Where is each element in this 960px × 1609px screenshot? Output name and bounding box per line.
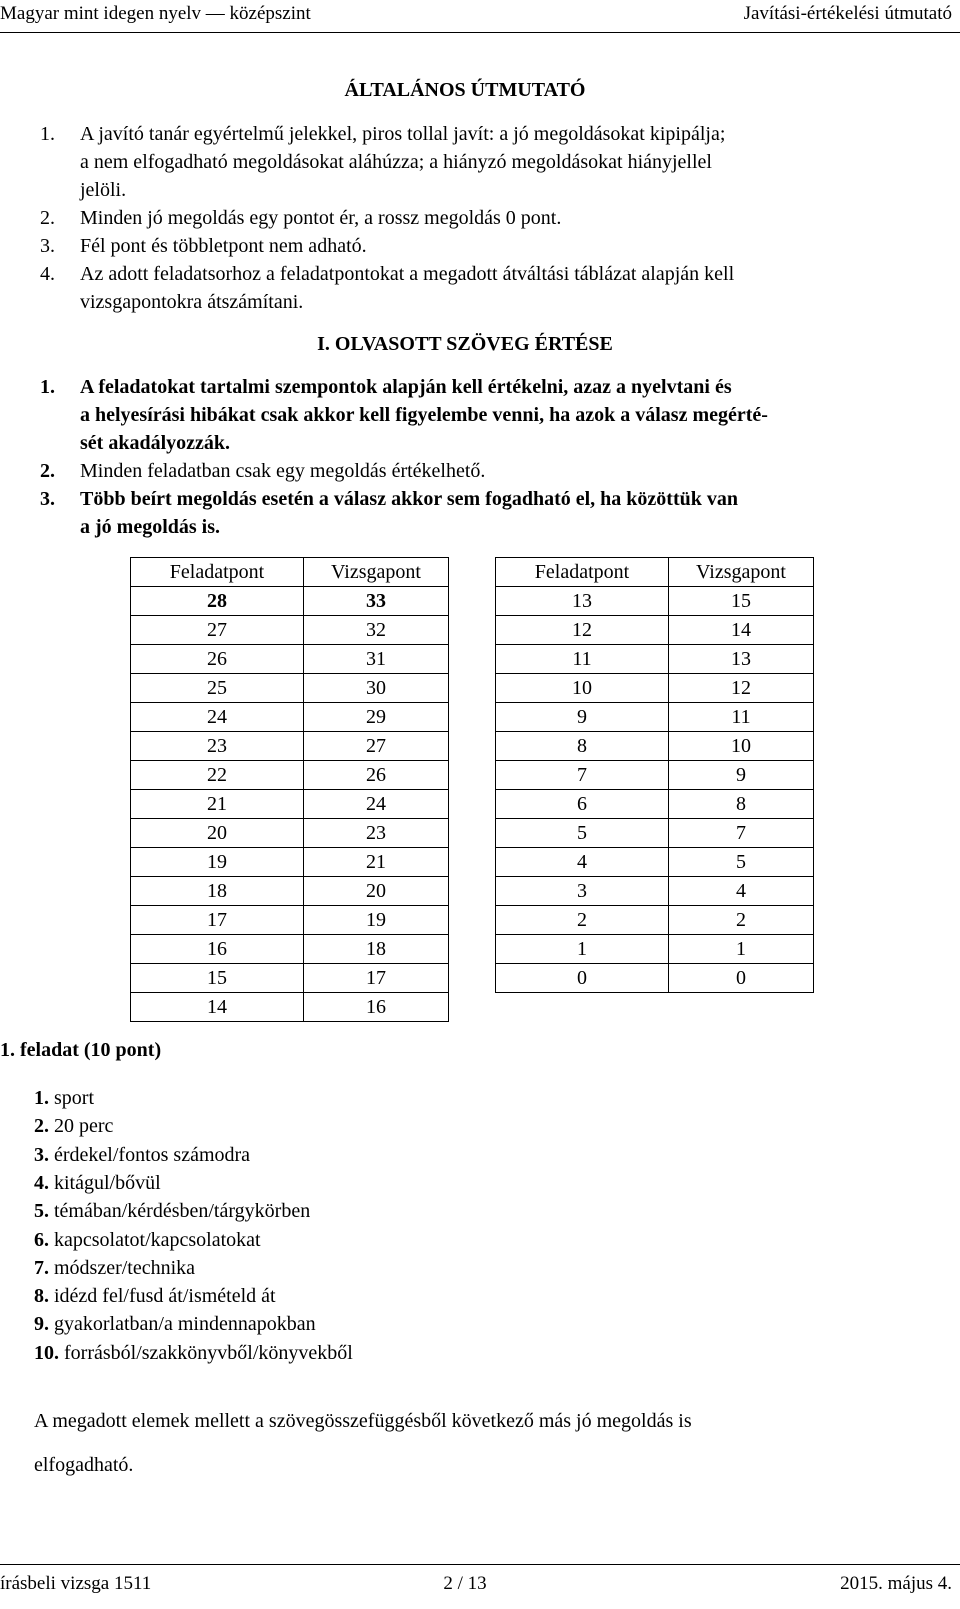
answer-text: sport	[54, 1087, 94, 1109]
answer-item	[34, 1197, 310, 1225]
answer-number: 3.	[34, 1143, 49, 1166]
item-number: 2.	[40, 460, 55, 482]
task-points-cell: 4	[496, 848, 669, 877]
answer-item	[34, 1226, 261, 1254]
task-points-cell: 20	[131, 819, 304, 848]
exam-points-cell: 2	[669, 906, 814, 935]
exam-points-cell: 17	[304, 964, 449, 993]
table-row	[131, 790, 449, 819]
table-header-cell: Vizsgapont	[304, 558, 449, 587]
table-row	[131, 935, 449, 964]
table-row	[131, 877, 449, 906]
table-row	[496, 587, 814, 616]
table-header-row	[131, 558, 449, 587]
task-points-cell: 26	[131, 645, 304, 674]
table-header-cell: Feladatpont	[131, 558, 304, 587]
answer-item	[34, 1339, 353, 1367]
task-points-cell: 11	[496, 645, 669, 674]
answer-item	[34, 1310, 316, 1338]
reading-section-title: I. OLVASOTT SZÖVEG ÉRTÉSE	[317, 333, 613, 355]
exam-points-cell: 4	[669, 877, 814, 906]
exam-points-cell: 29	[304, 703, 449, 732]
task-points-cell: 22	[131, 761, 304, 790]
task-points-cell: 15	[131, 964, 304, 993]
task-points-cell: 13	[496, 587, 669, 616]
table-row	[131, 761, 449, 790]
task-1-note-line-1: A megadott elemek mellett a szövegösszefüggésből következő más jó megoldás is	[34, 1410, 692, 1432]
exam-points-cell: 0	[669, 964, 814, 993]
answer-number: 1.	[34, 1087, 49, 1109]
general-guide-title: ÁLTALÁNOS ÚTMUTATÓ	[344, 79, 586, 101]
general-item-4-line-2: vizsgapontokra átszámítani.	[80, 291, 304, 313]
conversion-table-right	[495, 557, 814, 993]
item-text-line: Több beírt megoldás esetén a válasz akkor sem fogadható el, ha közöttük van	[80, 488, 738, 510]
answer-text: érdekel/fontos számodra	[54, 1143, 251, 1166]
answer-number: 6.	[34, 1228, 49, 1251]
task-points-cell: 18	[131, 877, 304, 906]
answer-item	[34, 1169, 161, 1197]
exam-points-cell: 11	[669, 703, 814, 732]
table-row	[496, 616, 814, 645]
header-right-text: Javítási-értékelési útmutató	[743, 3, 952, 24]
footer-divider	[0, 1564, 960, 1565]
task-points-cell: 28	[131, 587, 304, 616]
task-points-cell: 17	[131, 906, 304, 935]
conversion-table-left	[130, 557, 449, 1022]
item-text-line: Az adott feladatsorhoz a feladatpontokat a megadott átváltási táblázat alapján kell	[80, 263, 735, 285]
general-item-4	[40, 260, 734, 288]
answer-number: 10.	[34, 1341, 59, 1364]
task-points-cell: 12	[496, 616, 669, 645]
answer-number: 2.	[34, 1115, 49, 1138]
table-row	[131, 674, 449, 703]
answer-number: 9.	[34, 1313, 49, 1336]
table-row	[496, 819, 814, 848]
general-item-1-line-3: jelöli.	[80, 179, 127, 201]
table-row	[496, 964, 814, 993]
table-row	[496, 732, 814, 761]
table-row	[496, 877, 814, 906]
footer-page-number: 2 / 13	[443, 1573, 487, 1594]
table-row	[496, 761, 814, 790]
task-points-cell: 23	[131, 732, 304, 761]
table-row	[496, 645, 814, 674]
task-points-cell: 5	[496, 819, 669, 848]
item-number: 4.	[40, 263, 55, 285]
item-number: 3.	[40, 235, 55, 257]
answer-text: 20 perc	[54, 1115, 114, 1138]
exam-points-cell: 12	[669, 674, 814, 703]
table-row	[131, 616, 449, 645]
table-row	[131, 587, 449, 616]
footer-left-text: írásbeli vizsga 1511	[0, 1573, 152, 1594]
table-row	[496, 674, 814, 703]
answer-text: forrásból/szakkönyvből/könyvekből	[64, 1341, 353, 1364]
exam-points-cell: 27	[304, 732, 449, 761]
reading-item-1	[40, 373, 732, 401]
answer-item	[34, 1084, 94, 1112]
table-row	[131, 993, 449, 1022]
item-number: 1.	[40, 123, 55, 145]
table-header-cell: Feladatpont	[496, 558, 669, 587]
table-header-cell: Vizsgapont	[669, 558, 814, 587]
table-row	[496, 906, 814, 935]
exam-points-cell: 8	[669, 790, 814, 819]
exam-points-cell: 23	[304, 819, 449, 848]
exam-points-cell: 19	[304, 906, 449, 935]
reading-item-1-line-2: a helyesírási hibákat csak akkor kell figyelembe venni, ha azok a válasz megérté-	[80, 404, 768, 426]
reading-item-3-line-2: a jó megoldás is.	[80, 516, 220, 538]
item-number: 1.	[40, 376, 55, 398]
answer-item	[34, 1282, 276, 1310]
task-points-cell: 9	[496, 703, 669, 732]
answer-text: témában/kérdésben/tárgykörben	[54, 1200, 311, 1223]
task-points-cell: 7	[496, 761, 669, 790]
footer-date: 2015. május 4.	[840, 1573, 952, 1594]
table-row	[496, 790, 814, 819]
general-item-3	[40, 232, 367, 260]
answer-text: kapcsolatot/kapcsolatokat	[54, 1228, 261, 1251]
exam-points-cell: 24	[304, 790, 449, 819]
item-text-line: Fél pont és többletpont nem adható.	[80, 235, 367, 257]
task-points-cell: 8	[496, 732, 669, 761]
exam-points-cell: 18	[304, 935, 449, 964]
answer-text: gyakorlatban/a mindennapokban	[54, 1313, 316, 1336]
exam-points-cell: 9	[669, 761, 814, 790]
answer-item	[34, 1112, 113, 1140]
exam-points-cell: 33	[304, 587, 449, 616]
exam-points-cell: 1	[669, 935, 814, 964]
answer-number: 7.	[34, 1256, 49, 1279]
exam-points-cell: 21	[304, 848, 449, 877]
exam-points-cell: 20	[304, 877, 449, 906]
task-points-cell: 0	[496, 964, 669, 993]
task-points-cell: 21	[131, 790, 304, 819]
task-points-cell: 14	[131, 993, 304, 1022]
task-points-cell: 24	[131, 703, 304, 732]
table-row	[131, 906, 449, 935]
task-points-cell: 19	[131, 848, 304, 877]
table-row	[131, 848, 449, 877]
task-points-cell: 3	[496, 877, 669, 906]
task-points-cell: 25	[131, 674, 304, 703]
general-item-1-line-2: a nem elfogadható megoldásokat aláhúzza; a hiányzó megoldásokat hiányjellel	[80, 151, 712, 173]
task-points-cell: 27	[131, 616, 304, 645]
exam-points-cell: 16	[304, 993, 449, 1022]
exam-points-cell: 15	[669, 587, 814, 616]
task-points-cell: 10	[496, 674, 669, 703]
table-row	[496, 703, 814, 732]
task-points-cell: 16	[131, 935, 304, 964]
reading-item-3	[40, 485, 738, 513]
answer-item	[34, 1254, 195, 1282]
table-row	[131, 819, 449, 848]
answer-text: idézd fel/fusd át/ismételd át	[54, 1285, 276, 1308]
exam-points-cell: 14	[669, 616, 814, 645]
exam-points-cell: 13	[669, 645, 814, 674]
item-text-line: A feladatokat tartalmi szempontok alapján kell értékelni, azaz a nyelvtani és	[80, 376, 732, 398]
table-row	[131, 964, 449, 993]
item-text-line: A javító tanár egyértelmű jelekkel, piros tollal javít: a jó megoldásokat kipipálja;	[80, 123, 726, 145]
item-number: 2.	[40, 207, 55, 229]
task-points-cell: 6	[496, 790, 669, 819]
exam-points-cell: 10	[669, 732, 814, 761]
answer-number: 8.	[34, 1285, 49, 1308]
header-divider	[0, 32, 960, 33]
answer-text: módszer/technika	[54, 1256, 196, 1279]
exam-points-cell: 31	[304, 645, 449, 674]
reading-item-1-line-3: sét akadályozzák.	[80, 432, 230, 454]
item-number: 3.	[40, 488, 55, 510]
table-row	[496, 848, 814, 877]
reading-item-2	[40, 457, 485, 485]
task-1-note-line-2: elfogadható.	[34, 1454, 134, 1476]
answer-item	[34, 1141, 250, 1169]
item-text-line: Minden feladatban csak egy megoldás értékelhető.	[80, 460, 486, 482]
exam-points-cell: 26	[304, 761, 449, 790]
general-item-2	[40, 204, 561, 232]
exam-points-cell: 5	[669, 848, 814, 877]
header-left-text: Magyar mint idegen nyelv — középszint	[0, 3, 311, 24]
table-row	[131, 645, 449, 674]
exam-points-cell: 32	[304, 616, 449, 645]
table-row	[131, 703, 449, 732]
general-item-1	[40, 120, 725, 148]
exam-points-cell: 30	[304, 674, 449, 703]
table-row	[131, 732, 449, 761]
item-text-line: Minden jó megoldás egy pontot ér, a rossz megoldás 0 pont.	[80, 207, 562, 229]
answer-number: 5.	[34, 1200, 49, 1223]
table-header-row	[496, 558, 814, 587]
table-row	[496, 935, 814, 964]
task-points-cell: 2	[496, 906, 669, 935]
answer-text: kitágul/bővül	[54, 1171, 161, 1194]
task-points-cell: 1	[496, 935, 669, 964]
answer-number: 4.	[34, 1171, 49, 1194]
task-1-title: 1. feladat (10 pont)	[0, 1039, 162, 1061]
exam-points-cell: 7	[669, 819, 814, 848]
